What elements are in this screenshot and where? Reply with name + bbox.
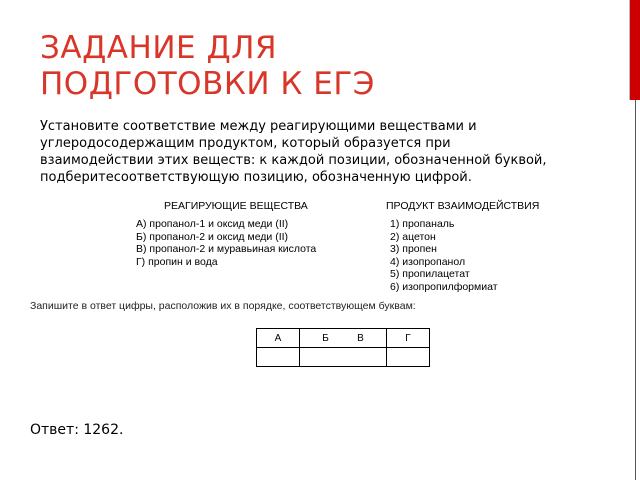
cell-bv-header	[300, 329, 387, 348]
reactant-item: А) пропанол-1 и оксид меди (II)	[136, 218, 289, 230]
letter-b: Б	[322, 332, 329, 344]
answer-instruction: Запишите в ответ цифры, расположив их в порядке, соответствующем буквам:	[30, 300, 416, 312]
answer-table-header-row	[257, 329, 430, 348]
product-item: 5) пропилацетат	[390, 268, 470, 280]
reactant-item: Г) пропин и вода	[136, 255, 218, 268]
answer-table-input-row	[257, 348, 430, 367]
task-line-3: взаимодействии этих веществ: к каждой позиции, обозначенной буквой,	[40, 153, 547, 168]
cell-a-answer	[257, 348, 300, 367]
answer-text: Ответ: 1262.	[30, 422, 124, 438]
accent-edge	[629, 0, 630, 100]
reactants-header: РЕАГИРУЮЩИЕ ВЕЩЕСТВА	[164, 200, 308, 212]
instruction-fade	[0, 298, 30, 312]
cell-a-header	[257, 329, 300, 348]
task-line-2: углеродосодержащим продуктом, который образуется при	[40, 136, 451, 151]
product-item: 6) изопропилформиат	[390, 280, 498, 293]
cell-g-answer	[387, 348, 430, 367]
answer-table	[256, 328, 430, 367]
products-header: ПРОДУКТ ВЗАИМОДЕЙСТВИЯ	[386, 200, 540, 212]
title-line-1: ЗАДАНИЕ ДЛЯ	[40, 30, 278, 66]
product-item: 2) ацетон	[390, 230, 436, 243]
letter-a: А	[274, 332, 282, 344]
reactant-item: В) пропанол-2 и муравьиная кислота	[136, 243, 317, 255]
slide-title	[40, 30, 580, 102]
cell-bv-answer	[300, 348, 387, 367]
task-text	[40, 118, 580, 186]
cell-g-header	[387, 329, 430, 348]
reactants-list	[136, 218, 316, 268]
task-line-4: подберитесоответствующую позицию, обозначенную цифрой.	[40, 170, 472, 185]
product-item: 4) изопропанол	[390, 255, 466, 268]
task-line-1: Установите соответствие между реагирующими веществами и	[40, 119, 477, 134]
product-item: 1) пропаналь	[390, 218, 455, 230]
product-item: 3) пропен	[390, 243, 437, 255]
title-line-2: ПОДГОТОВКИ К ЕГЭ	[40, 66, 375, 102]
letter-g: Г	[405, 332, 411, 344]
letter-v: В	[357, 332, 364, 344]
slide-edge-line	[635, 100, 636, 480]
reactant-item: Б) пропанол-2 и оксид меди (II)	[136, 230, 289, 243]
products-list	[390, 218, 498, 293]
accent-bar	[630, 0, 640, 100]
